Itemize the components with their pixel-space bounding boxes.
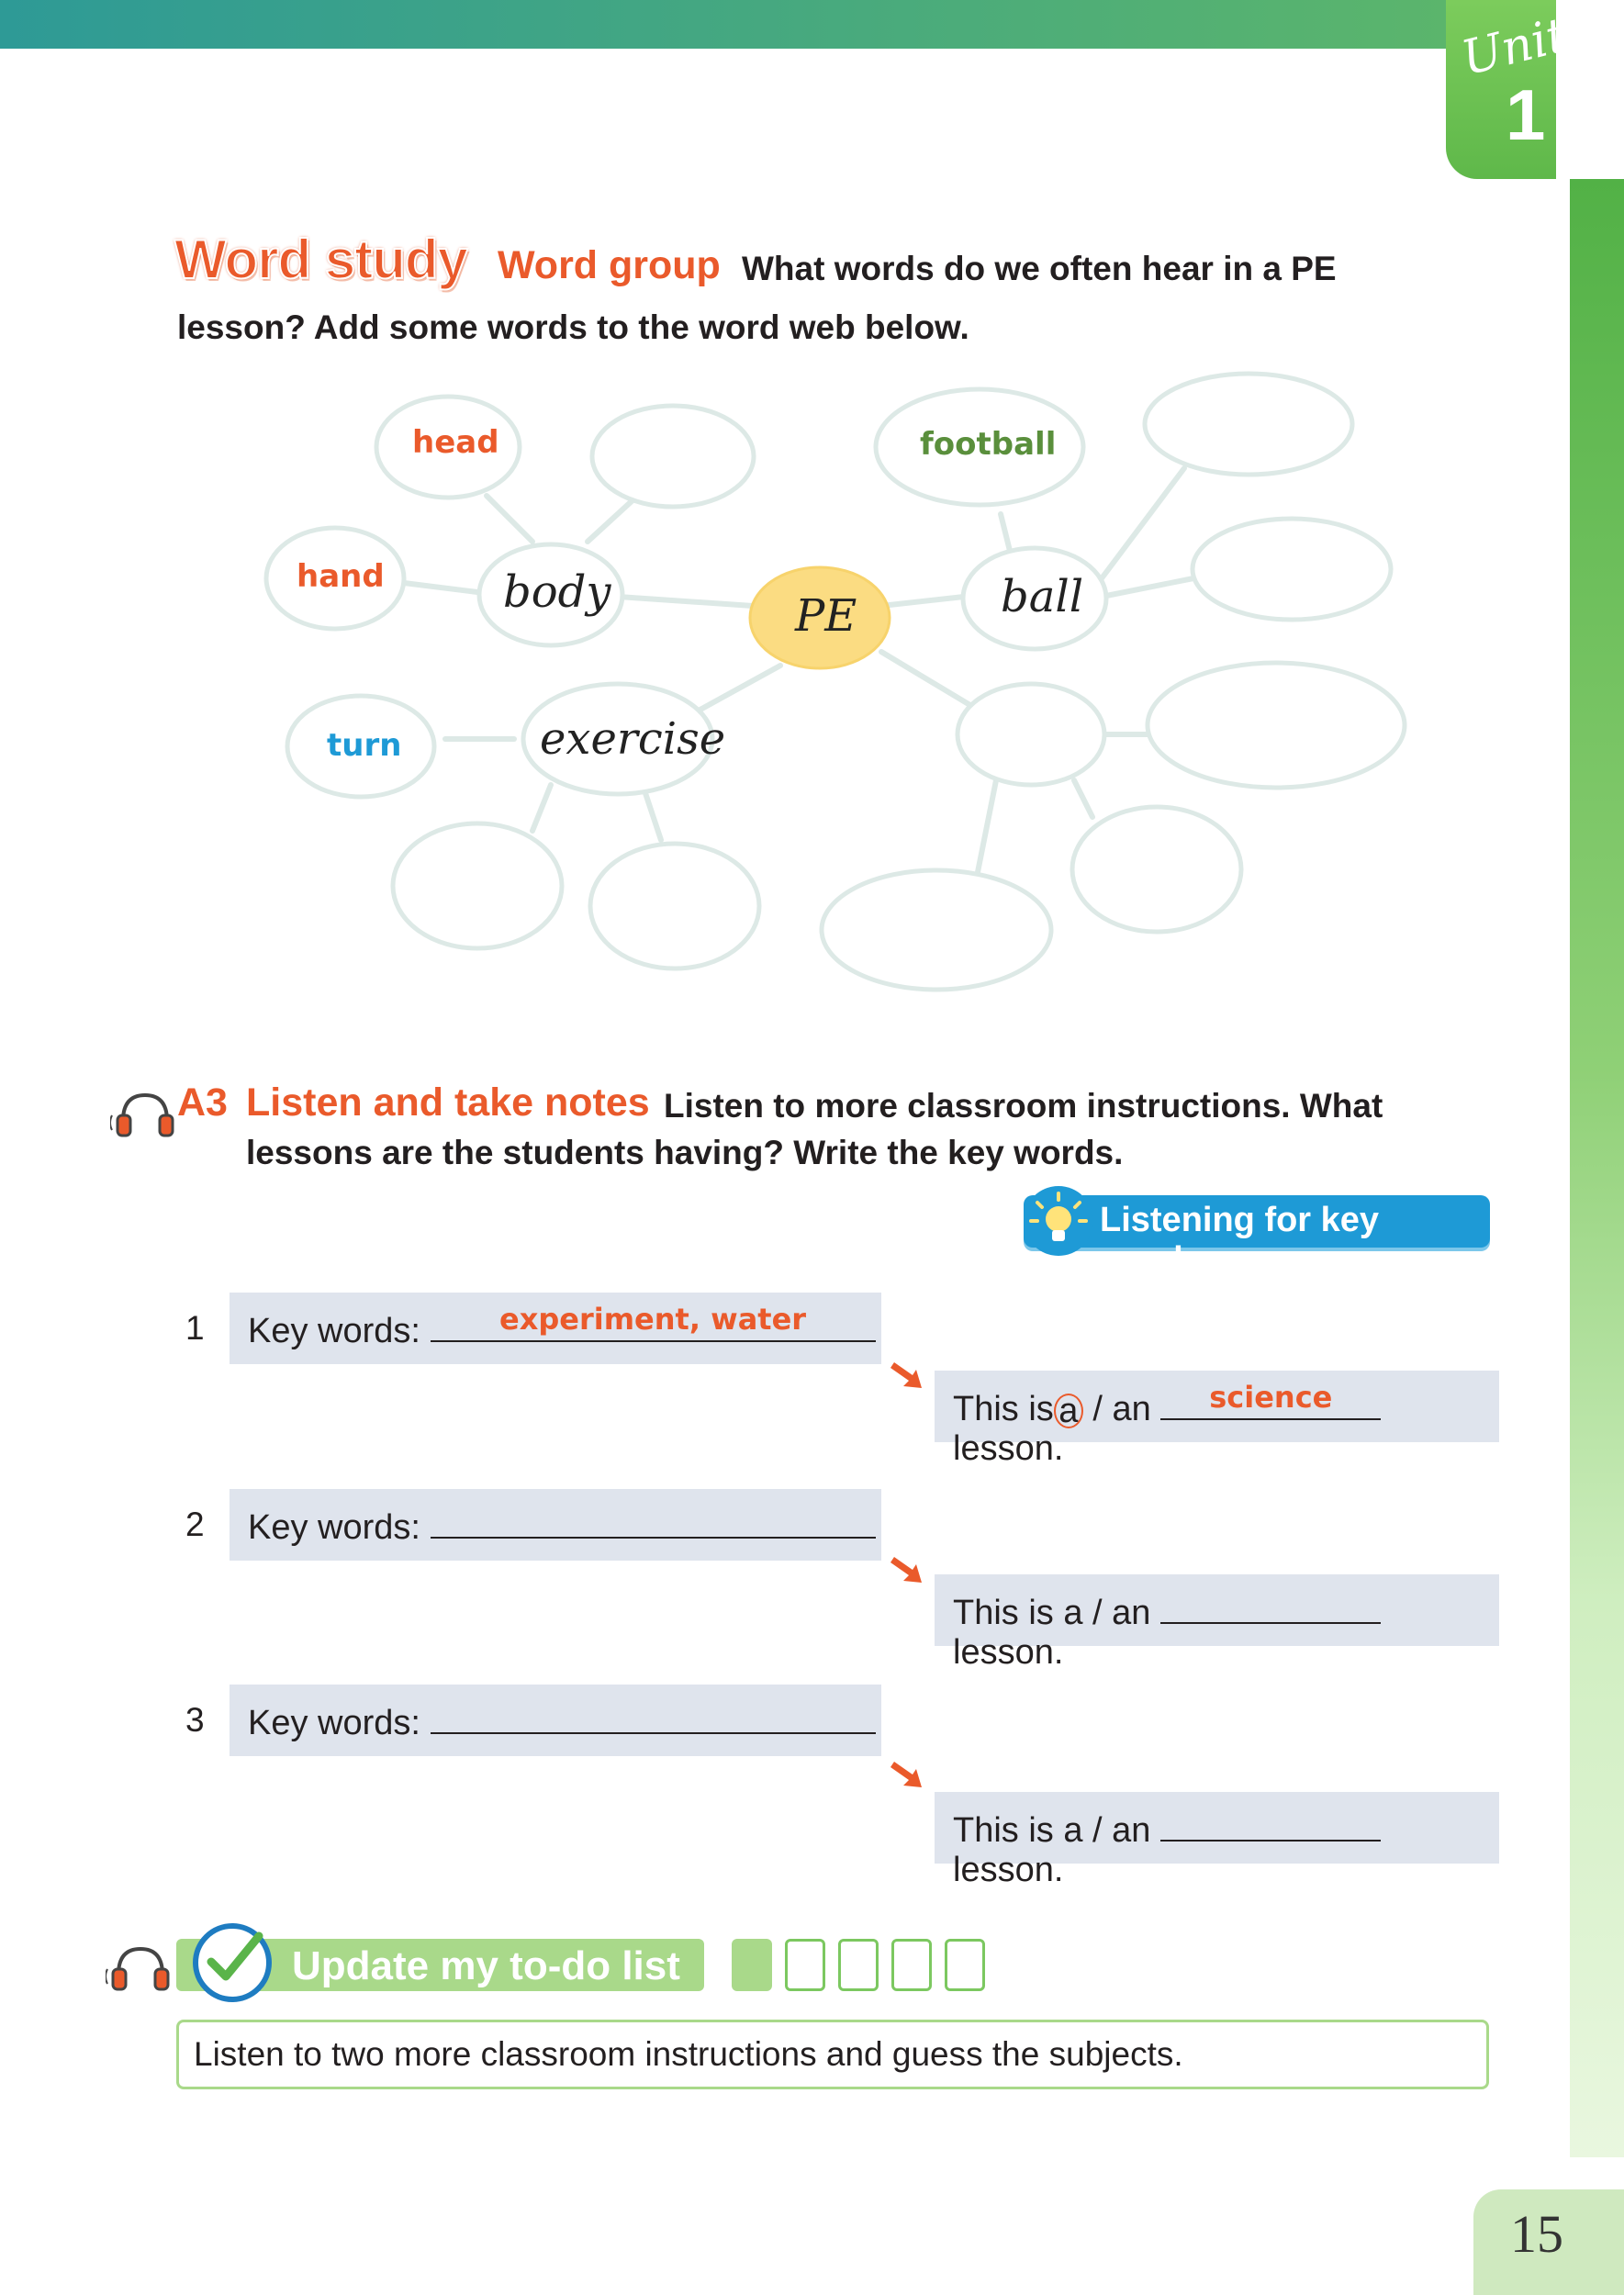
web-node-exercise: exercise	[540, 713, 726, 765]
article-rest: / an	[1082, 1390, 1151, 1428]
word-study-question-line1: What words do we often hear in a PE	[742, 250, 1337, 287]
web-answer-football: football	[920, 426, 1057, 463]
todo-progress-box[interactable]	[891, 1939, 932, 1991]
lesson-blank[interactable]	[1160, 1587, 1381, 1624]
arrow-icon	[890, 1756, 927, 1793]
word-group-subtitle: Word group	[498, 243, 721, 287]
todo-progress-box[interactable]	[838, 1939, 879, 1991]
todo-progress-box[interactable]	[945, 1939, 985, 1991]
a3-number: A3	[177, 1080, 228, 1125]
article-a: a	[1063, 1811, 1083, 1850]
lesson-blank[interactable]	[1160, 1380, 1381, 1420]
arrow-icon	[890, 1551, 927, 1588]
key-words-field	[230, 1489, 881, 1561]
web-node-body: body	[503, 566, 611, 618]
web-bubble-empty	[822, 870, 1051, 990]
a3-instruction-line1: Listen to more classroom instructions. What	[664, 1087, 1383, 1125]
arrow-icon	[890, 1357, 927, 1394]
checkmark-icon	[198, 1929, 266, 1997]
word-study-title: Word study	[174, 229, 467, 290]
web-bubble-empty	[1148, 663, 1405, 788]
web-bubble-empty	[590, 844, 759, 968]
web-link	[487, 496, 532, 542]
key-words-field	[230, 1685, 881, 1756]
key-words-blank[interactable]	[431, 1697, 876, 1734]
web-answer-hand: hand	[297, 558, 385, 595]
lesson-suffix: lesson.	[953, 1633, 1064, 1672]
todo-progress-filled	[732, 1939, 772, 1991]
headphones-icon	[106, 1942, 170, 1997]
web-link	[404, 583, 477, 592]
word-study-question-line2: lesson? Add some words to the word web below.	[177, 308, 969, 346]
key-words-field	[230, 1293, 881, 1364]
tip-bulb-badge	[1024, 1186, 1093, 1256]
web-link	[881, 652, 973, 707]
web-link	[1001, 514, 1010, 551]
article-rest: / an	[1082, 1811, 1151, 1850]
unit-label: Unit	[1456, 7, 1573, 87]
lightbulb-icon	[1024, 1186, 1093, 1256]
web-center-word: PE	[795, 590, 857, 642]
lesson-answer-field	[935, 1792, 1499, 1889]
todo-progress-box[interactable]	[785, 1939, 825, 1991]
web-node-ball: ball	[1001, 571, 1084, 622]
word-web	[0, 0, 1624, 1019]
todo-checkmark-badge	[193, 1923, 272, 2002]
item-number: 1	[185, 1309, 205, 1347]
web-answer-head: head	[412, 424, 499, 461]
article-a: a	[1063, 1594, 1083, 1632]
web-link	[1102, 468, 1184, 578]
lesson-answer-field	[935, 1371, 1499, 1468]
key-words-label: Key words:	[248, 1312, 420, 1350]
web-link	[881, 597, 964, 606]
lesson-answer-field	[935, 1574, 1499, 1672]
article-rest: / an	[1082, 1594, 1151, 1632]
web-answer-turn: turn	[327, 727, 402, 764]
headphones-icon	[110, 1088, 174, 1143]
key-words-blank[interactable]	[431, 1302, 876, 1342]
web-bubble-empty	[1145, 374, 1352, 475]
unit-number: 1	[1506, 74, 1546, 155]
listening-tip-banner: Listening for key words	[1024, 1195, 1490, 1248]
web-link	[1102, 578, 1193, 597]
lesson-suffix: lesson.	[953, 1429, 1064, 1468]
circled-article: a	[1054, 1394, 1083, 1428]
web-bubble-empty	[1193, 519, 1391, 620]
lesson-suffix: lesson.	[953, 1851, 1064, 1889]
a3-title: Listen and take notes	[246, 1080, 650, 1125]
lesson-prefix: This is	[953, 1390, 1054, 1428]
key-words-label: Key words:	[248, 1508, 420, 1547]
web-link	[532, 785, 551, 831]
web-link	[689, 666, 780, 716]
todo-title: Update my to-do list	[292, 1943, 680, 1988]
lesson-answer: science	[1209, 1380, 1333, 1415]
web-link	[978, 780, 996, 872]
web-bubble-empty	[958, 684, 1104, 785]
web-link	[1074, 780, 1092, 817]
page-number: 15	[1510, 2204, 1563, 2264]
lesson-prefix: This is	[953, 1594, 1054, 1632]
a3-instruction-line2: lessons are the students having? Write the key words.	[246, 1134, 1124, 1171]
key-words-blank[interactable]	[431, 1502, 876, 1539]
key-words-answer: experiment, water	[499, 1302, 807, 1337]
web-bubble-empty	[592, 406, 754, 507]
todo-task-text: Listen to two more classroom instructions and guess the subjects.	[176, 2020, 1489, 2089]
lesson-prefix: This is	[953, 1811, 1054, 1850]
web-bubble-empty	[393, 823, 562, 948]
key-words-label: Key words:	[248, 1704, 420, 1742]
item-number: 2	[185, 1506, 205, 1543]
web-bubble-empty	[1072, 807, 1241, 932]
lesson-blank[interactable]	[1160, 1805, 1381, 1842]
item-number: 3	[185, 1701, 205, 1739]
